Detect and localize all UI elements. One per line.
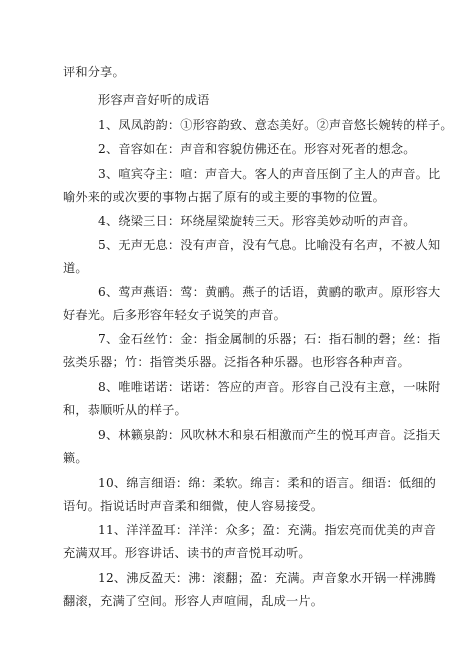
item-1-line-1: 1、凤凤韵韵：①形容韵致、意态美好。②声音悠长婉转的样子。	[98, 118, 453, 132]
item-11-line-2: 充满双耳。形容讲话、读书的声音悦耳动听。	[63, 546, 311, 560]
item-10-line-1: 10、绵言细语：绵：柔软。绵言：柔和的语言。细语：低细的	[98, 476, 436, 490]
item-5-line-1: 5、无声无息：没有声音，没有气息。比喻没有名声，不被人知	[98, 238, 441, 252]
item-10-line-2: 语句。指说话时声音柔和细微，使人容易接受。	[63, 499, 324, 513]
item-7-line-2: 弦类乐器；竹：指管类乐器。泛指各种乐器。也形容各种声音。	[63, 355, 410, 369]
item-6-line-1: 6、莺声燕语：莺：黄鹂。燕子的话语，黄鹂的歌声。原形容大	[98, 285, 441, 299]
section-title: 形容声音好听的成语	[98, 93, 210, 107]
item-5-line-2: 道。	[63, 261, 88, 275]
item-11-line-1: 11、洋洋盈耳：洋洋：众多；盈：充满。指宏亮而优美的声音	[98, 523, 436, 537]
item-4-line-1: 4、绕梁三日：环绕屋梁旋转三天。形容美妙动听的声音。	[98, 214, 416, 228]
item-3-line-1: 3、喧宾夺主：喧：声音大。客人的声音压倒了主人的声音。比	[98, 167, 441, 181]
item-12-line-1: 12、沸反盈天：沸：滚翻；盈：充满。声音象水开锅一样沸腾	[98, 571, 436, 585]
item-8-line-2: 和，恭顺听从的样子。	[63, 403, 187, 417]
item-7-line-1: 7、金石丝竹：金：指金属制的乐器；石：指石制的磬；丝：指	[98, 332, 441, 346]
item-9-line-2: 籁。	[63, 451, 88, 465]
intro-tail: 评和分享。	[63, 65, 125, 79]
item-3-line-2: 喻外来的或次要的事物占据了原有的或主要的事物的位置。	[63, 190, 386, 204]
item-6-line-2: 好春光。后多形容年轻女子说笑的声音。	[63, 308, 286, 322]
item-2-line-1: 2、音容如在：声音和容貌仿佛还在。形容对死者的想念。	[98, 142, 416, 156]
item-8-line-1: 8、唯唯诺诺：诺诺：答应的声音。形容自己没有主意，一味附	[98, 380, 441, 394]
item-9-line-1: 9、林籁泉韵：风吹林木和泉石相激而产生的悦耳声音。泛指天	[98, 428, 441, 442]
item-12-line-2: 翻滚，充满了空间。形容人声喧闹，乱成一片。	[63, 594, 324, 608]
